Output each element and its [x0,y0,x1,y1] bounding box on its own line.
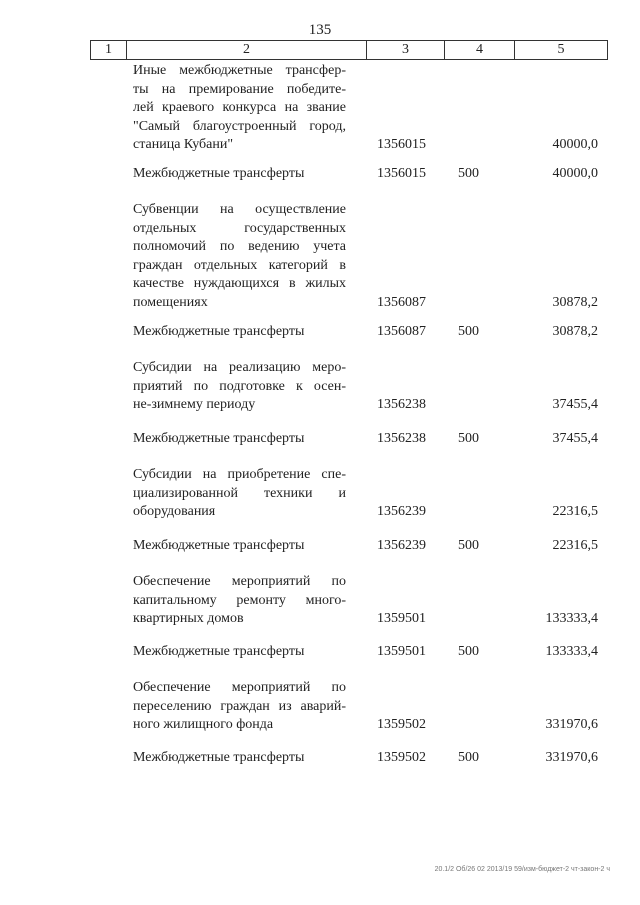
row-description [133,359,346,415]
row-code: 1356239 [377,538,426,553]
row-amount: 30878,2 [552,324,598,339]
row-description [133,62,346,155]
row-amount: 331970,6 [545,717,598,732]
row-amount: 133333,4 [545,644,598,659]
row-expense-type: 500 [458,750,479,765]
row-code: 1359501 [377,611,426,626]
description-line: Межбюджетные трансферты [133,538,305,553]
description-line: полномочий по ведению учета [133,239,346,254]
page-number: 135 [308,22,332,38]
row-amount: 40000,0 [552,166,598,181]
row-amount: 22316,5 [552,504,598,519]
row-description [133,749,346,768]
description-line: приятий по подготовке к осен- [133,378,346,394]
description-line: станица Кубани" [133,137,234,152]
description-line: отдельных государственных [133,220,346,236]
header-col-2: 2 [127,41,367,59]
description-line: Субсидии на приобретение спе- [133,467,346,482]
row-expense-type: 500 [458,644,479,659]
row-amount: 133333,4 [545,611,598,626]
description-line: Иные межбюджетные трансфер- [133,63,346,78]
description-line: Обеспечение мероприятий по [133,680,346,695]
row-code: 1356015 [377,166,426,181]
row-description [133,165,346,184]
row-amount: 40000,0 [552,137,598,152]
description-line: Межбюджетные трансферты [133,166,305,181]
description-line: ного жилищного фонда [133,717,274,732]
description-line: помещениях [133,294,208,310]
row-code: 1359501 [377,644,426,659]
description-line: Межбюджетные трансферты [133,431,305,446]
description-line: лей краевого конкурса на звание [133,100,346,115]
row-code: 1359502 [377,717,426,732]
description-line: Межбюджетные трансферты [133,324,305,339]
description-line: Обеспечение мероприятий по [133,574,346,589]
header-col-5: 5 [557,42,565,57]
row-expense-type: 500 [458,538,479,553]
row-expense-type: 500 [458,431,479,446]
row-amount: 22316,5 [552,538,598,553]
description-line: квартирных домов [133,611,244,626]
header-col-4: 4 [445,41,515,59]
description-line: оборудования [133,504,216,519]
row-expense-type: 500 [458,324,479,339]
row-code: 1356087 [377,294,426,310]
header-col-1: 1 [91,41,127,59]
description-line: ты на премирование победите- [133,81,346,97]
header-col-3: 3 [367,41,445,59]
description-line: Субвенции на осуществление [133,202,346,217]
row-code: 1356238 [377,431,426,446]
row-expense-type: 500 [458,166,479,181]
row-code: 1356087 [377,324,426,339]
description-line: не-зимнему периоду [133,397,256,412]
row-code: 1356015 [377,137,426,152]
row-amount: 30878,2 [552,294,598,310]
row-description [133,201,346,312]
row-description [133,573,346,629]
description-line: "Самый благоустроенный город, [133,118,346,134]
row-code: 1356239 [377,504,426,519]
row-description [133,643,346,662]
row-amount: 331970,6 [545,750,598,765]
description-line: граждан отдельных категорий в [133,257,346,273]
description-line: Межбюджетные трансферты [133,750,305,765]
row-description [133,323,346,342]
row-description [133,537,346,556]
description-line: Субсидии на реализацию меро- [133,360,346,375]
row-amount: 37455,4 [552,431,598,446]
description-line: переселению граждан из аварий- [133,698,346,714]
description-line: циализированной техники и [133,485,346,501]
row-amount: 37455,4 [552,397,598,412]
row-description [133,466,346,522]
row-code: 1359502 [377,750,426,765]
table-header [90,40,608,60]
description-line: Межбюджетные трансферты [133,644,305,659]
row-description [133,430,346,449]
row-code: 1356238 [377,397,426,412]
description-line: качестве нуждающихся в жилых [133,276,346,291]
description-line: капитальному ремонту много- [133,592,346,608]
footer-file-ref: 20.1/2 Об/26 02 2013/19 59/изм-бюджет-2 чт-закон-2 ч [434,866,610,873]
row-description [133,679,346,735]
